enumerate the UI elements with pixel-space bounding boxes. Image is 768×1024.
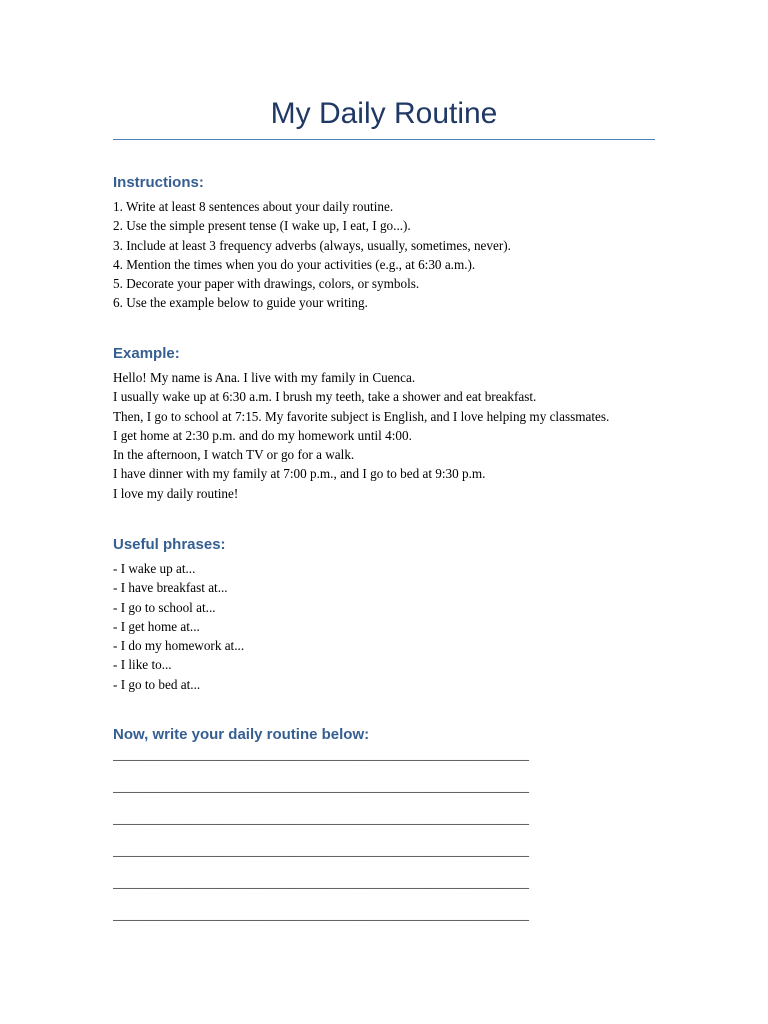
- writing-line: ________________________________________________________________: [113, 875, 529, 890]
- example-line: I love my daily routine!: [113, 485, 239, 501]
- example-line: I get home at 2:30 p.m. and do my homework until 4:00.: [113, 427, 412, 443]
- writing-section: [113, 724, 673, 931]
- useful-phrases-section: [113, 534, 673, 694]
- instructions-list: [113, 197, 673, 313]
- writing-line: ________________________________________________________________: [113, 907, 529, 922]
- useful-phrases-heading: Useful phrases:: [113, 536, 226, 553]
- example-line: Hello! My name is Ana. I live with my family in Cuenca.: [113, 370, 416, 385]
- instruction-item: 1. Write at least 8 sentences about your daily routine.: [113, 199, 394, 214]
- writing-line: ________________________________________________________________: [113, 843, 529, 858]
- instruction-item: 4. Mention the times when you do your activities (e.g., at 6:30 a.m.).: [113, 256, 476, 272]
- example-section: [113, 343, 673, 503]
- example-text: [113, 368, 673, 503]
- example-heading: Example:: [113, 345, 180, 362]
- instruction-item: 6. Use the example below to guide your writing.: [113, 295, 368, 311]
- example-line: I usually wake up at 6:30 a.m. I brush my teeth, take a shower and eat breakfast.: [113, 389, 537, 405]
- phrase-item: - I get home at...: [113, 618, 200, 634]
- phrase-item: - I wake up at...: [113, 561, 196, 576]
- phrase-item: - I have breakfast at...: [113, 580, 228, 596]
- writing-heading: Now, write your daily routine below:: [113, 726, 370, 743]
- phrase-item: - I like to...: [113, 657, 172, 673]
- example-line: Then, I go to school at 7:15. My favorite subject is English, and I love helping my classmates.: [113, 408, 610, 424]
- example-line: I have dinner with my family at 7:00 p.m., and I go to bed at 9:30 p.m.: [113, 466, 486, 482]
- writing-lines: [113, 739, 673, 931]
- phrase-item: - I do my homework at...: [113, 638, 245, 654]
- instructions-heading: Instructions:: [113, 174, 204, 191]
- instruction-item: 3. Include at least 3 frequency adverbs (always, usually, sometimes, never).: [113, 237, 511, 253]
- instruction-item: 5. Decorate your paper with drawings, colors, or symbols.: [113, 276, 420, 292]
- useful-phrases-list: [113, 559, 673, 694]
- example-line: In the afternoon, I watch TV or go for a walk.: [113, 447, 355, 463]
- writing-line: ________________________________________________________________: [113, 747, 529, 762]
- writing-line: ________________________________________________________________: [113, 811, 529, 826]
- page-title: My Daily Routine: [270, 97, 498, 130]
- writing-line: ________________________________________________________________: [113, 779, 529, 794]
- phrase-item: - I go to bed at...: [113, 676, 201, 692]
- instruction-item: 2. Use the simple present tense (I wake up, I eat, I go...).: [113, 218, 411, 234]
- instructions-section: [113, 172, 673, 313]
- phrase-item: - I go to school at...: [113, 599, 216, 615]
- title-underline: [113, 139, 655, 140]
